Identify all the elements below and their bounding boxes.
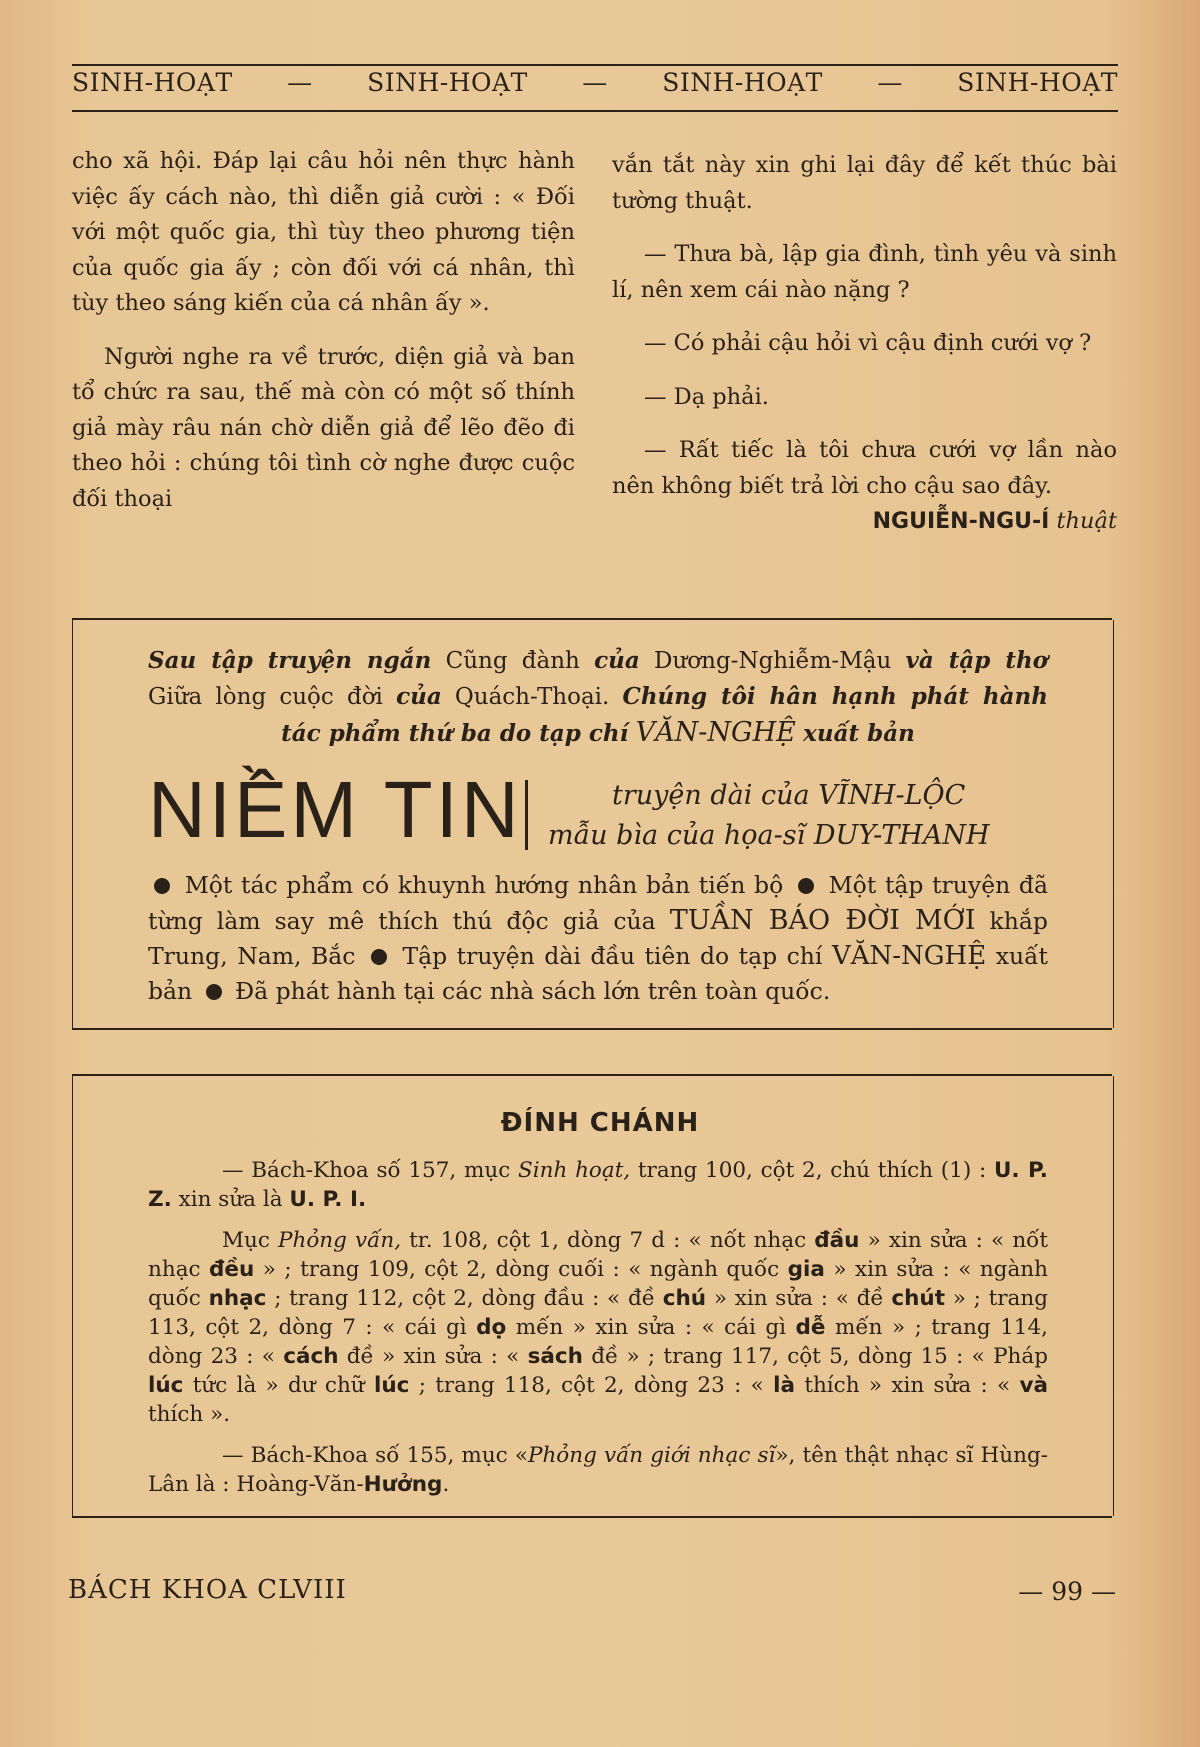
- newspaper-name: TUẦN BÁO ĐỜI MỚI: [669, 905, 976, 936]
- bullet-dot: [154, 878, 170, 894]
- dialogue-line-3: — Dạ phải.: [644, 383, 769, 410]
- ad-intro-line-3: tác phẩm thứ ba do tạp chí VĂN-NGHỆ xuất bản: [281, 717, 915, 748]
- corrections-title: ĐÍNH CHÁNH: [500, 1108, 700, 1138]
- left-paragraph-2: Người nghe ra về trước, diện giả và ban tổ chức ra sau, thế mà còn có một số thính giả mày râu nán chờ diễn giả để lẽo đẽo đi theo hỏi : chúng tôi tình cờ nghe được cuộc đối thoại: [72, 343, 575, 512]
- header-dash: —: [877, 68, 903, 97]
- running-header: [72, 68, 1118, 97]
- header-top-rule: [72, 64, 1118, 66]
- footer-publication: BÁCH KHOA CLVIII: [68, 1575, 347, 1605]
- header-dash: —: [582, 68, 608, 97]
- title-divider: [525, 780, 528, 850]
- header-bottom-rule: [72, 110, 1118, 112]
- page-number: — 99 —: [1018, 1577, 1116, 1606]
- header-item: SINH-HOẠT: [72, 68, 233, 97]
- corrections-text: [148, 1156, 1048, 1499]
- dialogue-line-1: — Thưa bà, lập gia đình, tình yêu và sinh lí, nên xem cái nào nặng ?: [612, 241, 1117, 303]
- article-signature: [612, 504, 1117, 540]
- bullet-dot: [371, 949, 387, 965]
- magazine-name: VĂN-NGHỆ: [635, 717, 796, 748]
- corrections-bottom-rule: [72, 1516, 1112, 1518]
- bullet-dot: [798, 878, 814, 894]
- right-paragraph-1: vắn tắt này xin ghi lại đây để kết thúc bài tường thuật.: [612, 152, 1117, 214]
- header-item: SINH-HOẠT: [367, 68, 528, 97]
- author-name: NGUIỄN-NGU-Í: [872, 509, 1050, 534]
- dialogue-line-4: — Rất tiếc là tôi chưa cưới vợ lần nào nên không biết trả lời cho cậu sao đây.: [612, 437, 1117, 499]
- dialogue-line-2: — Có phải cậu hỏi vì cậu định cưới vợ ?: [644, 330, 1092, 356]
- right-column: [612, 148, 1117, 540]
- book-credits: [548, 776, 990, 856]
- ad-intro: [148, 643, 1048, 752]
- ad-intro-line-1: Sau tập truyện ngắn Cũng đành của Dương-Nghiễm-Mậu và tập thơ: [148, 647, 1049, 674]
- author-suffix: thuật: [1056, 508, 1117, 534]
- left-column: [72, 144, 575, 517]
- header-item: SINH-HOẠT: [662, 68, 823, 97]
- book-cover-artist: mẫu bìa của họa-sĩ DUY-THANH: [548, 820, 990, 851]
- correction-item-1: — Bách-Khoa số 157, mục Sinh hoạt, trang 100, cột 2, chú thích (1) : U. P. Z. xin sửa là U. P. I.: [148, 1158, 1048, 1212]
- ad-description: Một tác phẩm có khuynh hướng nhân bản tiến bộ Một tập truyện đã từng làm say mê thích thú độc giả của TUẦN BÁO ĐỜI MỚI khắp Trung, Nam, Bắc Tập truyện dài đầu tiên do tạp chí VĂN-NGHỆ xuất bản Đã phát hành tại các nhà sách lớn trên toàn quốc.: [148, 871, 1048, 1005]
- header-dash: —: [287, 68, 313, 97]
- ad-bottom-rule: [72, 1028, 1112, 1030]
- header-item: SINH-HOẠT: [957, 68, 1118, 97]
- correction-item-3: — Bách-Khoa số 155, mục «Phỏng vấn giới nhạc sĩ», tên thật nhạc sĩ Hùng-Lân là : Hoàng-Văn-Hưởng.: [148, 1443, 1049, 1497]
- correction-item-2: Mục Phỏng vấn, tr. 108, cột 1, dòng 7 d : « nốt nhạc đầu » xin sửa : « nốt nhạc đều » ; trang 109, cột 2, dòng cuối : « ngành quốc gia » xin sửa : « ngành quốc nhạc ; trang 112, cột 2, dòng đầu : « đề chú » xin sửa : « đề chút » ; trang 113, cột 2, dòng 7 : « cái gì dọ mến » xin sửa : « cái gì dễ mến » ; trang 114, dòng 23 : « cách đề » xin sửa : « sách đề » ; trang 117, cột 5, dòng 15 : « Pháp lúc tức là » dư chữ lúc ; trang 118, cột 2, dòng 23 : « là thích » xin sửa : « và thích ».: [148, 1228, 1049, 1427]
- left-paragraph-1: cho xã hội. Đáp lại câu hỏi nên thực hành việc ấy cách nào, thì diễn giả cười : « Đối với một quốc gia, thì tùy theo phương tiện của quốc gia ấy ; còn đối với cá nhân, thì tùy theo sáng kiến của cá nhân ấy ».: [72, 148, 575, 316]
- book-author: truyện dài của VĨNH-LỘC: [612, 780, 966, 811]
- bullet-dot: [206, 984, 222, 1000]
- ad-intro-line-2: Giữa lòng cuộc đời của Quách-Thoại. Chúng tôi hân hạnh phát hành: [148, 683, 1049, 710]
- book-title: NIỀM TIN: [148, 765, 522, 854]
